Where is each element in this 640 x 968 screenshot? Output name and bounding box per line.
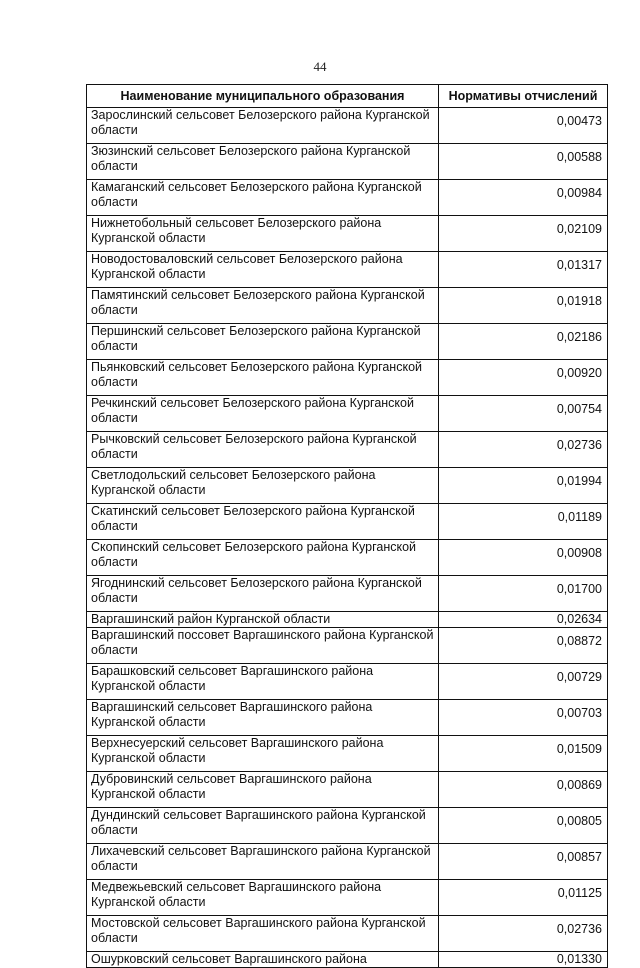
table-row: [87, 324, 608, 360]
table-row: [87, 576, 608, 612]
municipality-name-cell: Пьянковский сельсовет Белозерского района Курганской области: [87, 360, 439, 396]
table-row: [87, 808, 608, 844]
norm-value-cell: 0,00869: [439, 772, 608, 808]
table-row: [87, 396, 608, 432]
norm-value-cell: 0,01125: [439, 880, 608, 916]
norm-value-cell: 0,02736: [439, 432, 608, 468]
table-row: [87, 288, 608, 324]
municipality-name-cell: Верхнесуерский сельсовет Варгашинского района Курганской области: [87, 736, 439, 772]
table-row: [87, 772, 608, 808]
norm-value-cell: 0,02634: [439, 612, 608, 628]
municipality-name-cell: Светлодольский сельсовет Белозерского района Курганской области: [87, 468, 439, 504]
norm-value-cell: 0,01317: [439, 252, 608, 288]
municipality-name-cell: Варгашинский поссовет Варгашинского района Курганской области: [87, 628, 439, 664]
municipality-name-cell: Варгашинский район Курганской области: [87, 612, 439, 628]
table-row: [87, 844, 608, 880]
norm-value-cell: 0,02736: [439, 916, 608, 952]
municipality-name-cell: Скопинский сельсовет Белозерского района Курганской области: [87, 540, 439, 576]
municipality-name-cell: Ошурковский сельсовет Варгашинского района: [87, 952, 439, 968]
norm-value-cell: 0,00729: [439, 664, 608, 700]
norm-value-cell: 0,00754: [439, 396, 608, 432]
municipality-name-cell: Ягоднинский сельсовет Белозерского района Курганской области: [87, 576, 439, 612]
norm-value-cell: 0,01330: [439, 952, 608, 968]
table-row: [87, 468, 608, 504]
municipality-name-cell: Першинский сельсовет Белозерского района Курганской области: [87, 324, 439, 360]
norm-value-cell: 0,08872: [439, 628, 608, 664]
norm-value-cell: 0,02186: [439, 324, 608, 360]
municipality-name-cell: Зарослинский сельсовет Белозерского района Курганской области: [87, 108, 439, 144]
table-row: [87, 628, 608, 664]
municipality-name-cell: Скатинский сельсовет Белозерского района Курганской области: [87, 504, 439, 540]
table-row: [87, 664, 608, 700]
norm-value-cell: 0,01918: [439, 288, 608, 324]
norm-value-cell: 0,00805: [439, 808, 608, 844]
municipality-name-cell: Новодостоваловский сельсовет Белозерского района Курганской области: [87, 252, 439, 288]
table-row: [87, 700, 608, 736]
municipality-name-cell: Рычковский сельсовет Белозерского района Курганской области: [87, 432, 439, 468]
municipality-name-cell: Дубровинский сельсовет Варгашинского района Курганской области: [87, 772, 439, 808]
table-row: [87, 504, 608, 540]
norm-value-cell: 0,00984: [439, 180, 608, 216]
municipality-name-cell: Медвежьевский сельсовет Варгашинского района Курганской области: [87, 880, 439, 916]
municipality-name-cell: Лихачевский сельсовет Варгашинского района Курганской области: [87, 844, 439, 880]
table-body: [87, 108, 608, 968]
norm-value-cell: 0,00703: [439, 700, 608, 736]
municipality-name-cell: Памятинский сельсовет Белозерского района Курганской области: [87, 288, 439, 324]
municipality-name-cell: Камаганский сельсовет Белозерского района Курганской области: [87, 180, 439, 216]
page-number: 44: [313, 59, 327, 74]
municipality-name-cell: Нижнетобольный сельсовет Белозерского района Курганской области: [87, 216, 439, 252]
allocation-norms-table: [86, 84, 608, 968]
table-row: [87, 108, 608, 144]
municipality-name-cell: Зюзинский сельсовет Белозерского района Курганской области: [87, 144, 439, 180]
norm-value-cell: 0,00908: [439, 540, 608, 576]
column-header-norms: Нормативы отчислений: [439, 85, 608, 108]
table-row: [87, 216, 608, 252]
norm-value-cell: 0,01189: [439, 504, 608, 540]
norm-value-cell: 0,00857: [439, 844, 608, 880]
norm-value-cell: 0,00473: [439, 108, 608, 144]
norm-value-cell: 0,00588: [439, 144, 608, 180]
norm-value-cell: 0,01994: [439, 468, 608, 504]
norm-value-cell: 0,00920: [439, 360, 608, 396]
table-row: [87, 612, 608, 628]
norm-value-cell: 0,01700: [439, 576, 608, 612]
table-row: [87, 180, 608, 216]
table-row: [87, 952, 608, 968]
table-row: [87, 916, 608, 952]
norm-value-cell: 0,02109: [439, 216, 608, 252]
municipality-name-cell: Барашковский сельсовет Варгашинского района Курганской области: [87, 664, 439, 700]
table-row: [87, 432, 608, 468]
table-row: [87, 880, 608, 916]
municipality-name-cell: Речкинский сельсовет Белозерского района Курганской области: [87, 396, 439, 432]
table-row: [87, 540, 608, 576]
table-row: [87, 252, 608, 288]
municipality-name-cell: Варгашинский сельсовет Варгашинского района Курганской области: [87, 700, 439, 736]
column-header-municipality: Наименование муниципального образования: [87, 85, 439, 108]
table-row: [87, 736, 608, 772]
table-header-row: [87, 85, 608, 108]
table-row: [87, 144, 608, 180]
municipality-name-cell: Мостовской сельсовет Варгашинского района Курганской области: [87, 916, 439, 952]
municipality-name-cell: Дундинский сельсовет Варгашинского района Курганской области: [87, 808, 439, 844]
norm-value-cell: 0,01509: [439, 736, 608, 772]
table-row: [87, 360, 608, 396]
